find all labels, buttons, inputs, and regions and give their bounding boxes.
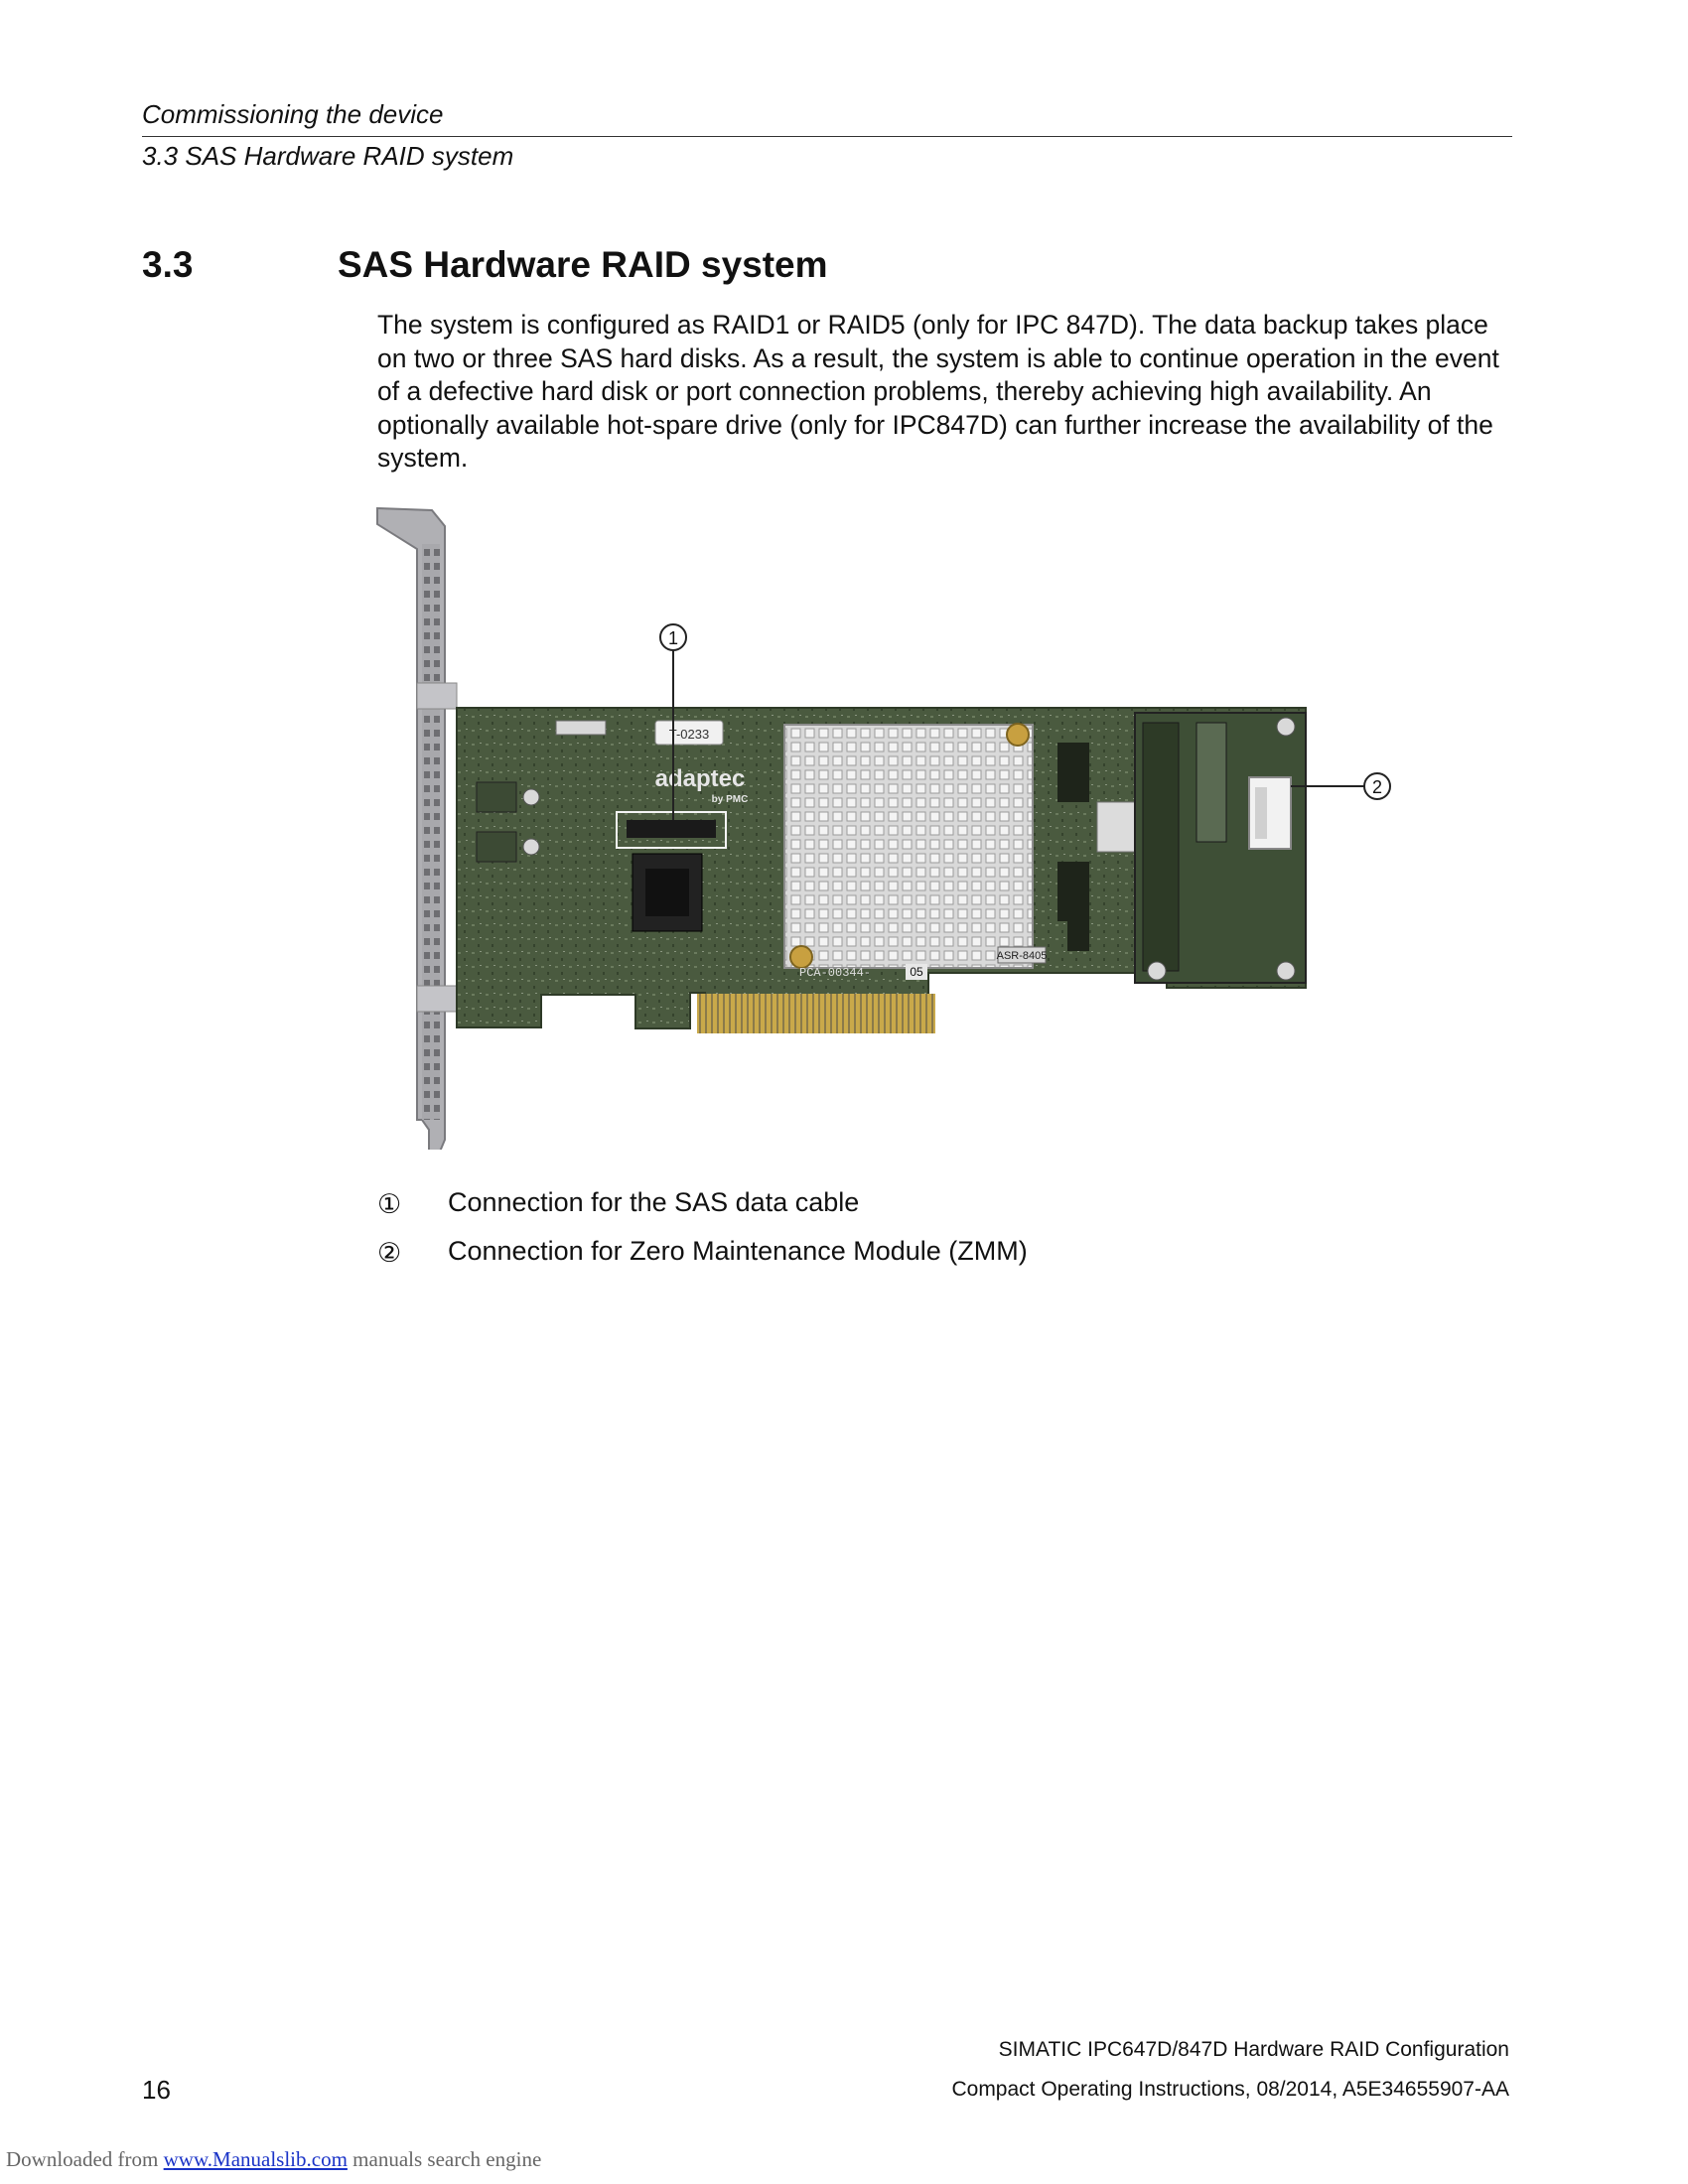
section-number: 3.3 — [142, 244, 194, 285]
footer-document-info: Compact Operating Instructions, 08/2014, A5E34655907-AA — [951, 2078, 1509, 2101]
sticker-label: T-0233 — [668, 727, 710, 742]
legend-number: ② — [377, 1238, 402, 1268]
legend-text: Connection for the SAS data cable — [448, 1187, 860, 1217]
raid-controller-figure — [372, 504, 1425, 1150]
section-title: SAS Hardware RAID system — [338, 244, 828, 285]
raid-controller-photo — [372, 504, 1425, 1150]
brand-sub-label: by PMC — [711, 794, 749, 805]
download-notice — [6, 2147, 541, 2172]
page-number: 16 — [142, 2075, 171, 2105]
pca-label: PCA-00344- — [799, 966, 872, 980]
manualslib-link[interactable]: www.Manualslib.com — [163, 2147, 348, 2171]
footer-document-title: SIMATIC IPC647D/847D Hardware RAID Configuration — [998, 2038, 1509, 2061]
brand-label: adaptec — [654, 765, 746, 792]
legend-text: Connection for Zero Maintenance Module (ZMM) — [448, 1236, 1028, 1266]
callout-2-number: 2 — [1371, 777, 1383, 797]
download-suffix: manuals search engine — [347, 2147, 542, 2171]
callout-1-number: 1 — [667, 628, 679, 648]
body-paragraph: The system is configured as RAID1 or RAID5 (only for IPC 847D). The data backup takes place on two or three SAS hard disks. As a result, the system is able to continue operation in the event of a defective hard disk or port connection problems, thereby achieving high availability. An optionally available hot-spare drive (only for IPC847D) can further increase the availability of the system. — [377, 310, 1499, 473]
download-prefix: Downloaded from — [6, 2147, 164, 2171]
legend-number: ① — [377, 1189, 402, 1219]
running-header-section: 3.3 SAS Hardware RAID system — [142, 141, 514, 171]
model-label: ASR-8405 — [996, 950, 1048, 962]
rev-label: 05 — [910, 965, 923, 979]
header-rule — [142, 136, 1512, 137]
running-header-chapter: Commissioning the device — [142, 99, 444, 129]
